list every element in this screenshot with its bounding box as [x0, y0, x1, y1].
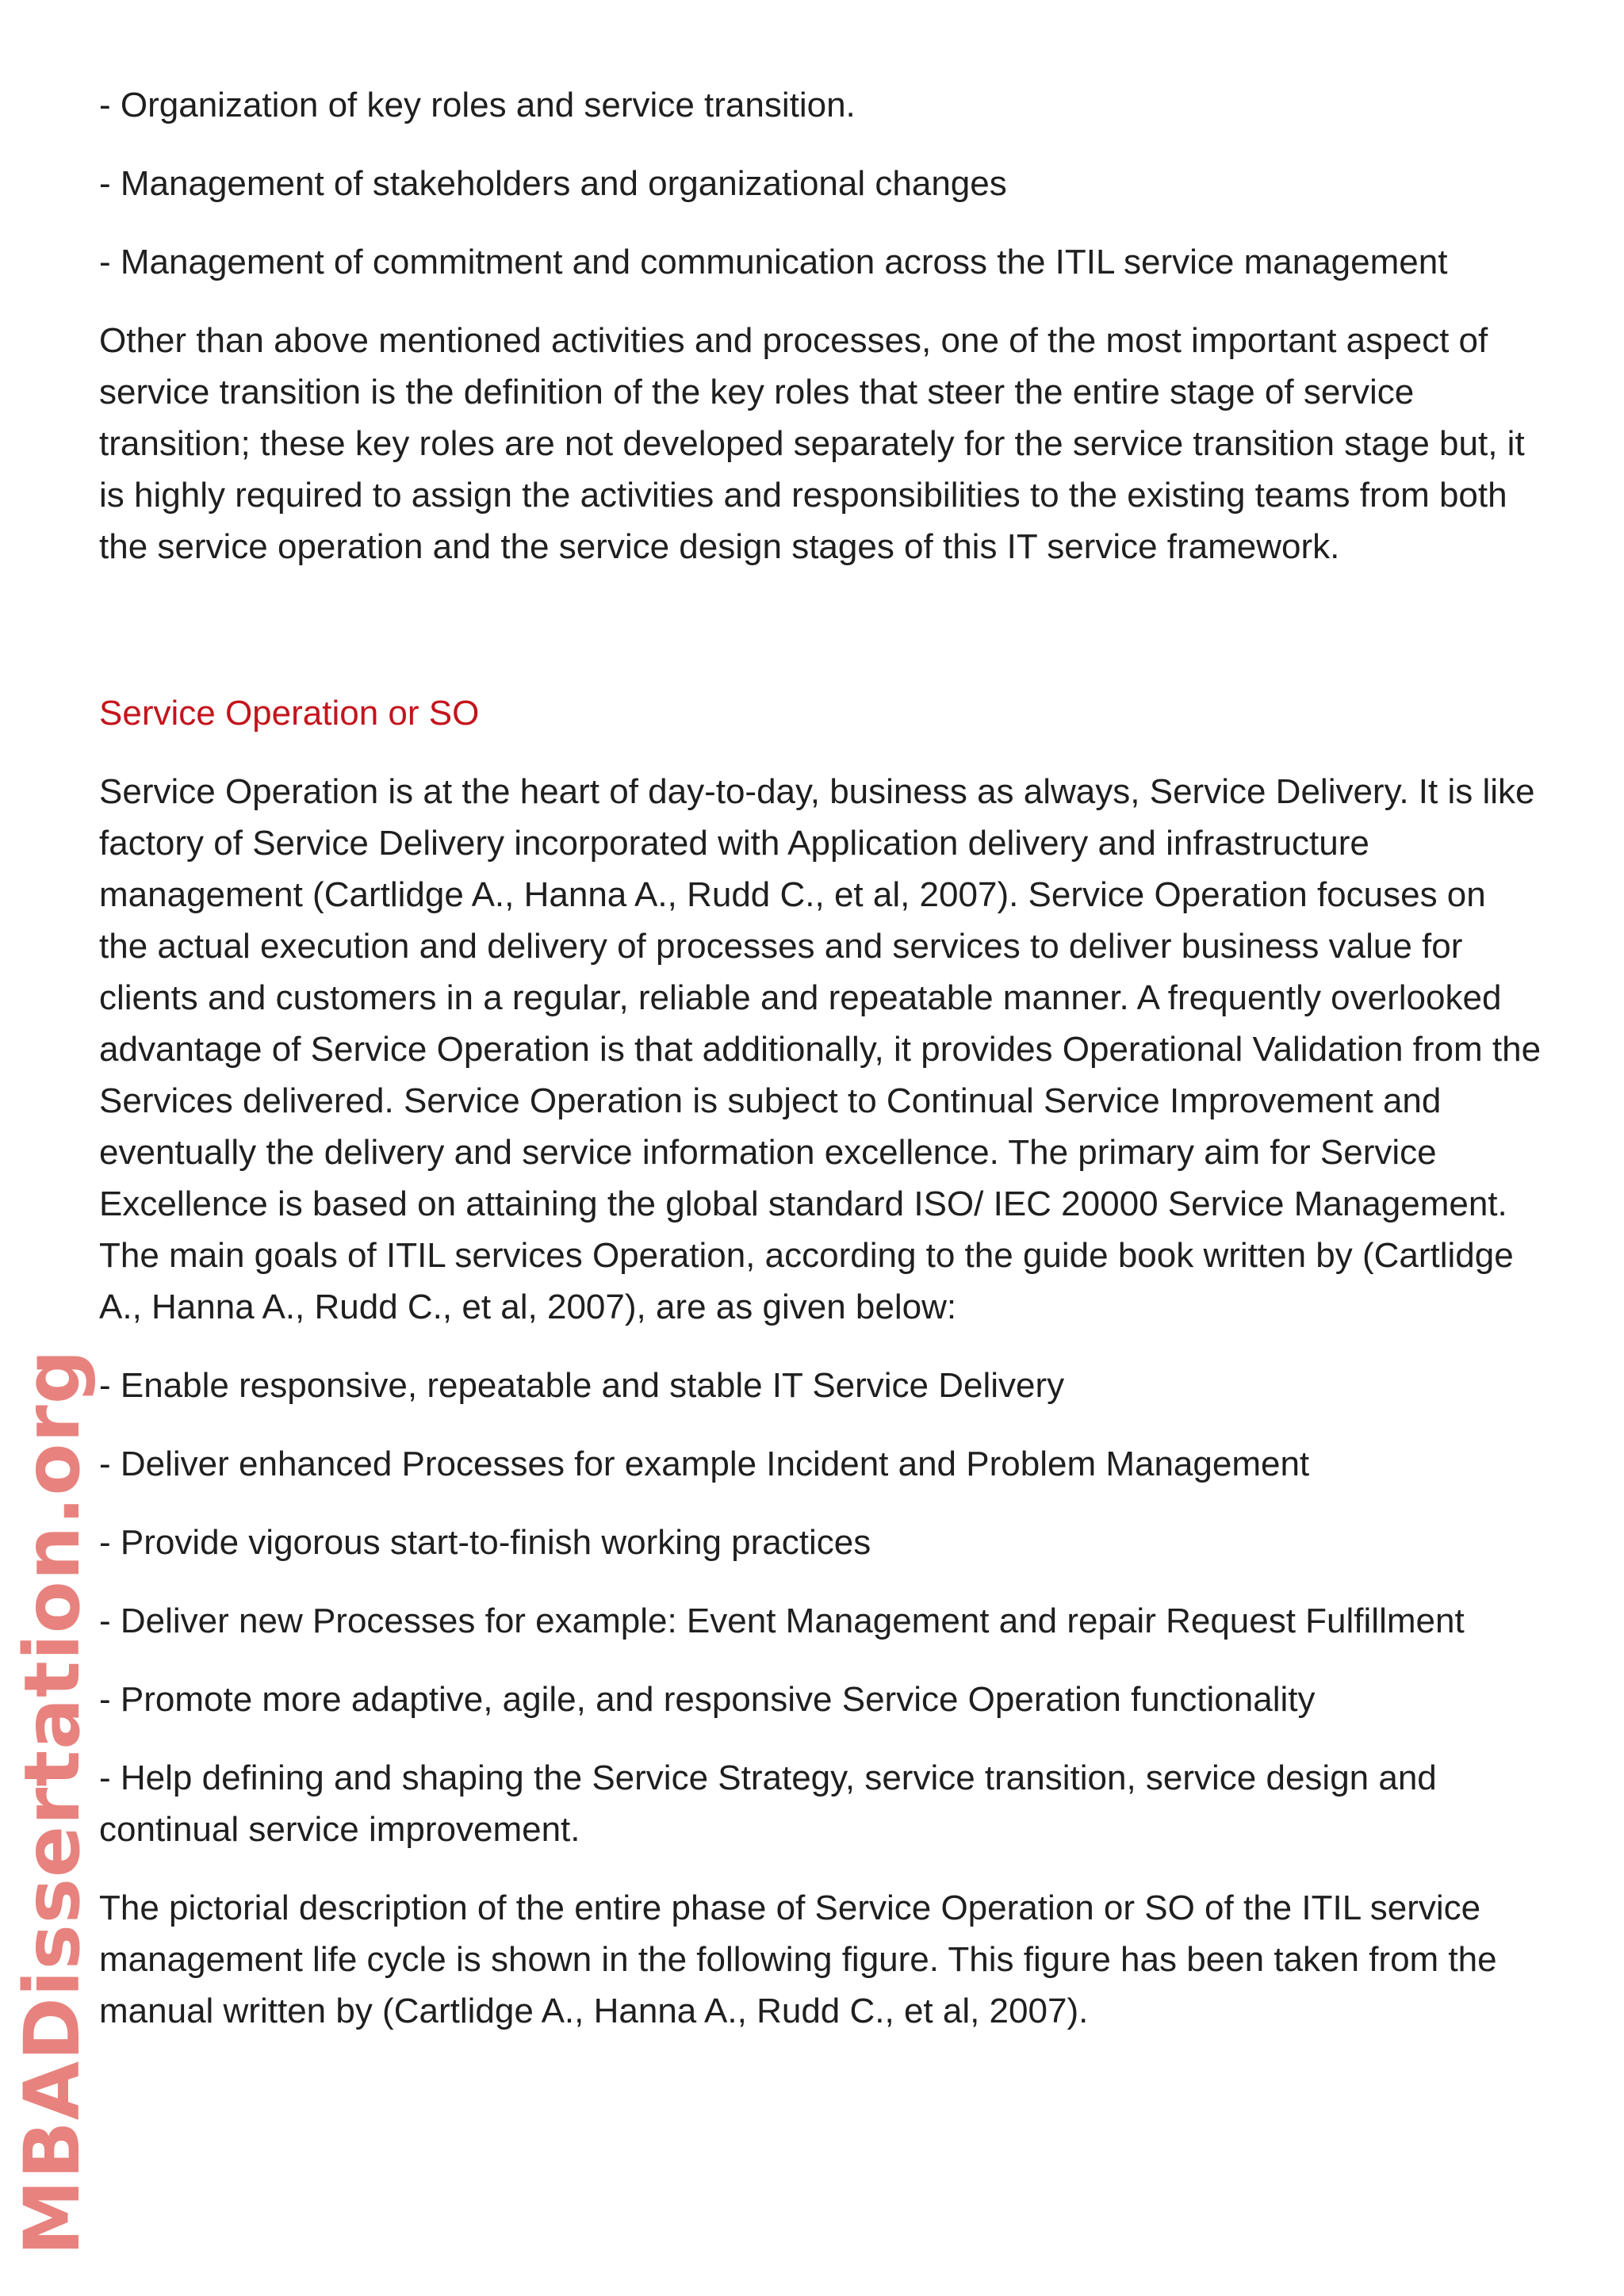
- watermark: MBADissertation.org: [8, 1349, 97, 2256]
- goal-item-2: - Deliver enhanced Processes for example Incident and Problem Management: [99, 1445, 1310, 1483]
- document-page: [99, 79, 1542, 2064]
- goal-item-4: - Deliver new Processes for example: Event Management and repair Request Fulfillment: [99, 1601, 1465, 1640]
- goal-item-1: - Enable responsive, repeatable and stable IT Service Delivery: [99, 1366, 1065, 1405]
- section-paragraph: Service Operation is at the heart of day-to-day, business as always, Service Delivery. It is like factory of Service Delivery incorporated with Application delivery and infrastructure management (Cartlidge A., Hanna A., Rudd C., et al, 2007). Service Operation focuses on the actual execution and delivery of processes and services to deliver business value for clients and customers in a regular, reliable and repeatable manner. A frequently overlooked advantage of Service Operation is that additionally, it provides Operational Validation from the Services delivered. Service Operation is subject to Continual Service Improvement and eventually the delivery and service information excellence. The primary aim for Service Excellence is based on attaining the global standard ISO/ IEC 20000 Service Management. The main goals of ITIL services Operation, according to the guide book written by (Cartlidge A., Hanna A., Rudd C., et al, 2007), are as given below:: [99, 772, 1542, 1326]
- goal-item-5: - Promote more adaptive, agile, and responsive Service Operation functionality: [99, 1680, 1316, 1719]
- intro-paragraph: Other than above mentioned activities and processes, one of the most important aspect of service transition is the definition of the key roles that steer the entire stage of service transition; these key roles are not developed separately for the service transition stage but, it is highly required to assign the activities and responsibilities to the existing teams from both the service operation and the service design stages of this IT service framework.: [99, 321, 1525, 566]
- section-heading: Service Operation or SO: [99, 694, 480, 733]
- intro-bullet-3: - Management of commitment and communication across the ITIL service management: [99, 243, 1448, 281]
- goal-item-6: - Help defining and shaping the Service Strategy, service transition, service design and continual service improvement.: [99, 1758, 1437, 1849]
- intro-bullet-1: - Organization of key roles and service transition.: [99, 86, 856, 124]
- intro-bullet-2: - Management of stakeholders and organizational changes: [99, 164, 1007, 203]
- goal-item-3: - Provide vigorous start-to-finish working practices: [99, 1523, 871, 1562]
- closing-paragraph: The pictorial description of the entire phase of Service Operation or SO of the ITIL service management life cycle is shown in the following figure. This figure has been taken from the manual written by (Cartlidge A., Hanna A., Rudd C., et al, 2007).: [99, 1888, 1497, 2030]
